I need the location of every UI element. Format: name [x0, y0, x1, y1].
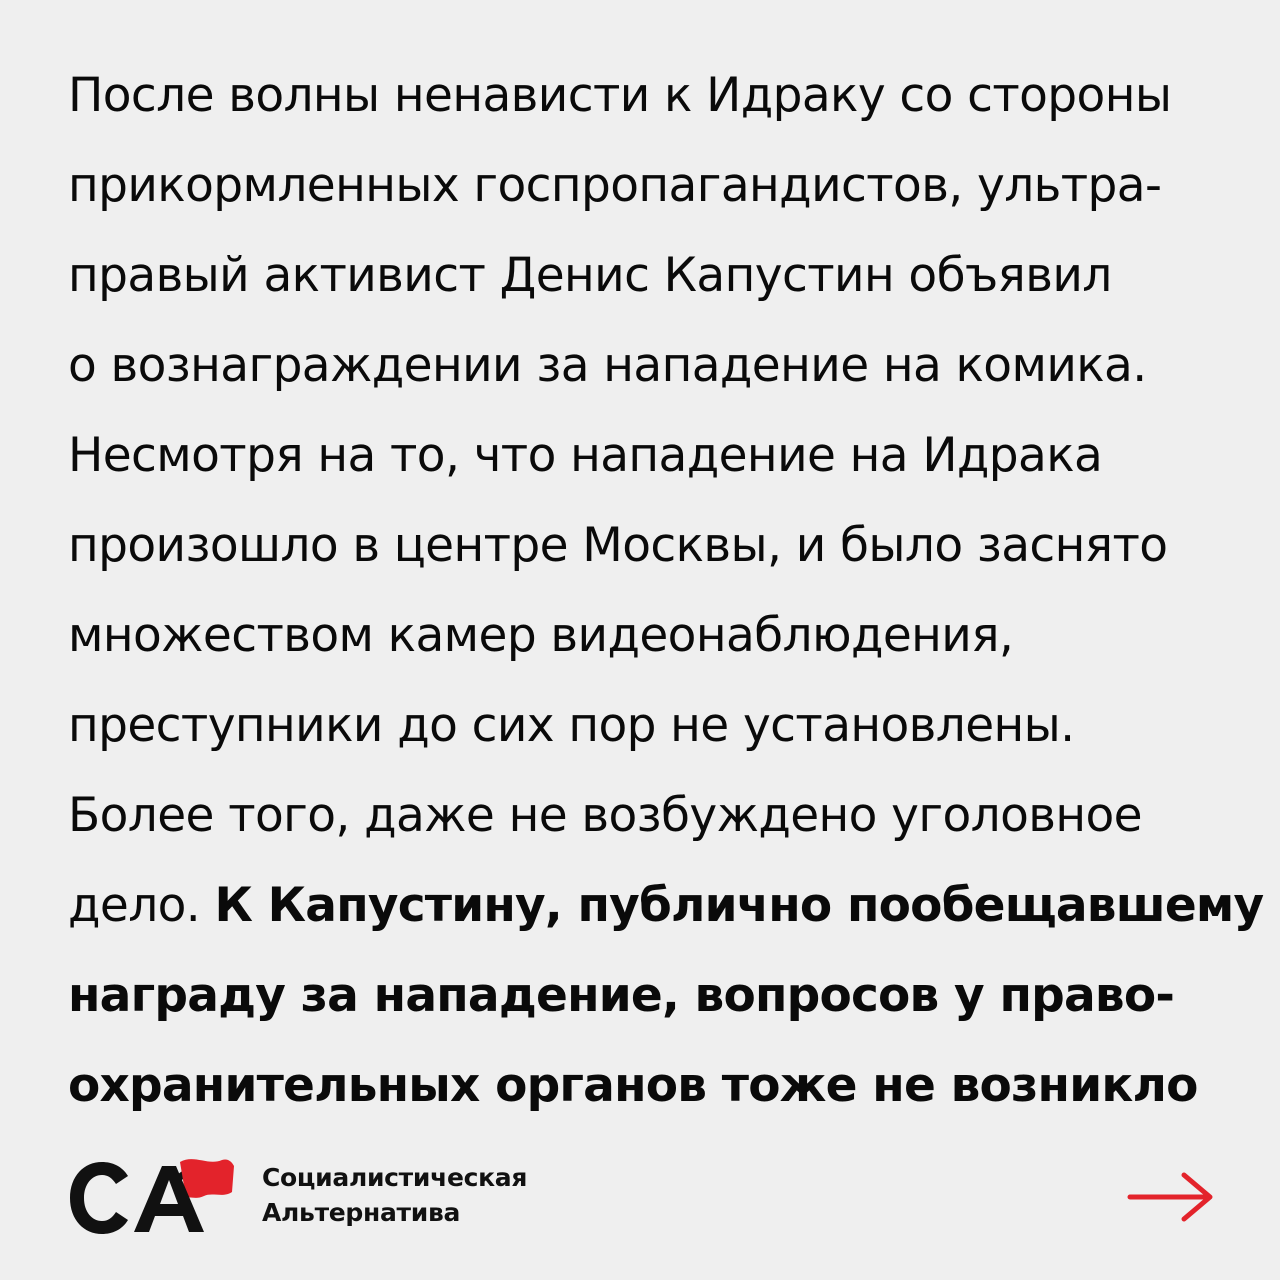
- text-line-8: преступники до сих пор не установлены.: [68, 698, 1075, 753]
- arrow-right-icon[interactable]: [1126, 1170, 1216, 1224]
- text-line-2: прикормленных госпропагандистов, ультра-: [68, 158, 1162, 213]
- text-line-11-bold: награду за нападение, вопросов у право-: [68, 968, 1175, 1023]
- footer: [66, 1152, 1216, 1242]
- text-line-9: Более того, даже не возбуждено уголовное: [68, 788, 1142, 843]
- logo-icon: [66, 1152, 238, 1236]
- text-line-10: [68, 868, 1264, 958]
- text-line-6: произошло в центре Москвы, и было заснято: [68, 518, 1168, 573]
- text-line-3: правый активист Денис Капустин объявил: [68, 248, 1112, 303]
- text-line-12-bold: охранительных органов тоже не возникло: [68, 1058, 1198, 1113]
- text-line-7: множеством камер видеонаблюдения,: [68, 608, 1014, 663]
- body-text: [68, 58, 1264, 1138]
- text-line-1: После волны ненависти к Идраку со стороны: [68, 68, 1172, 123]
- brand-line-2: Альтернатива: [262, 1198, 461, 1227]
- brand-line-1: Социалистическая: [262, 1163, 528, 1192]
- brand-name: [262, 1160, 527, 1230]
- text-line-5: Несмотря на то, что нападение на Идрака: [68, 428, 1103, 483]
- text-line-10-bold: К Капустину, публично пообещавшему: [214, 878, 1264, 933]
- text-line-4: о вознаграждении за нападение на комика.: [68, 338, 1147, 393]
- text-line-10-regular: дело.: [68, 878, 215, 933]
